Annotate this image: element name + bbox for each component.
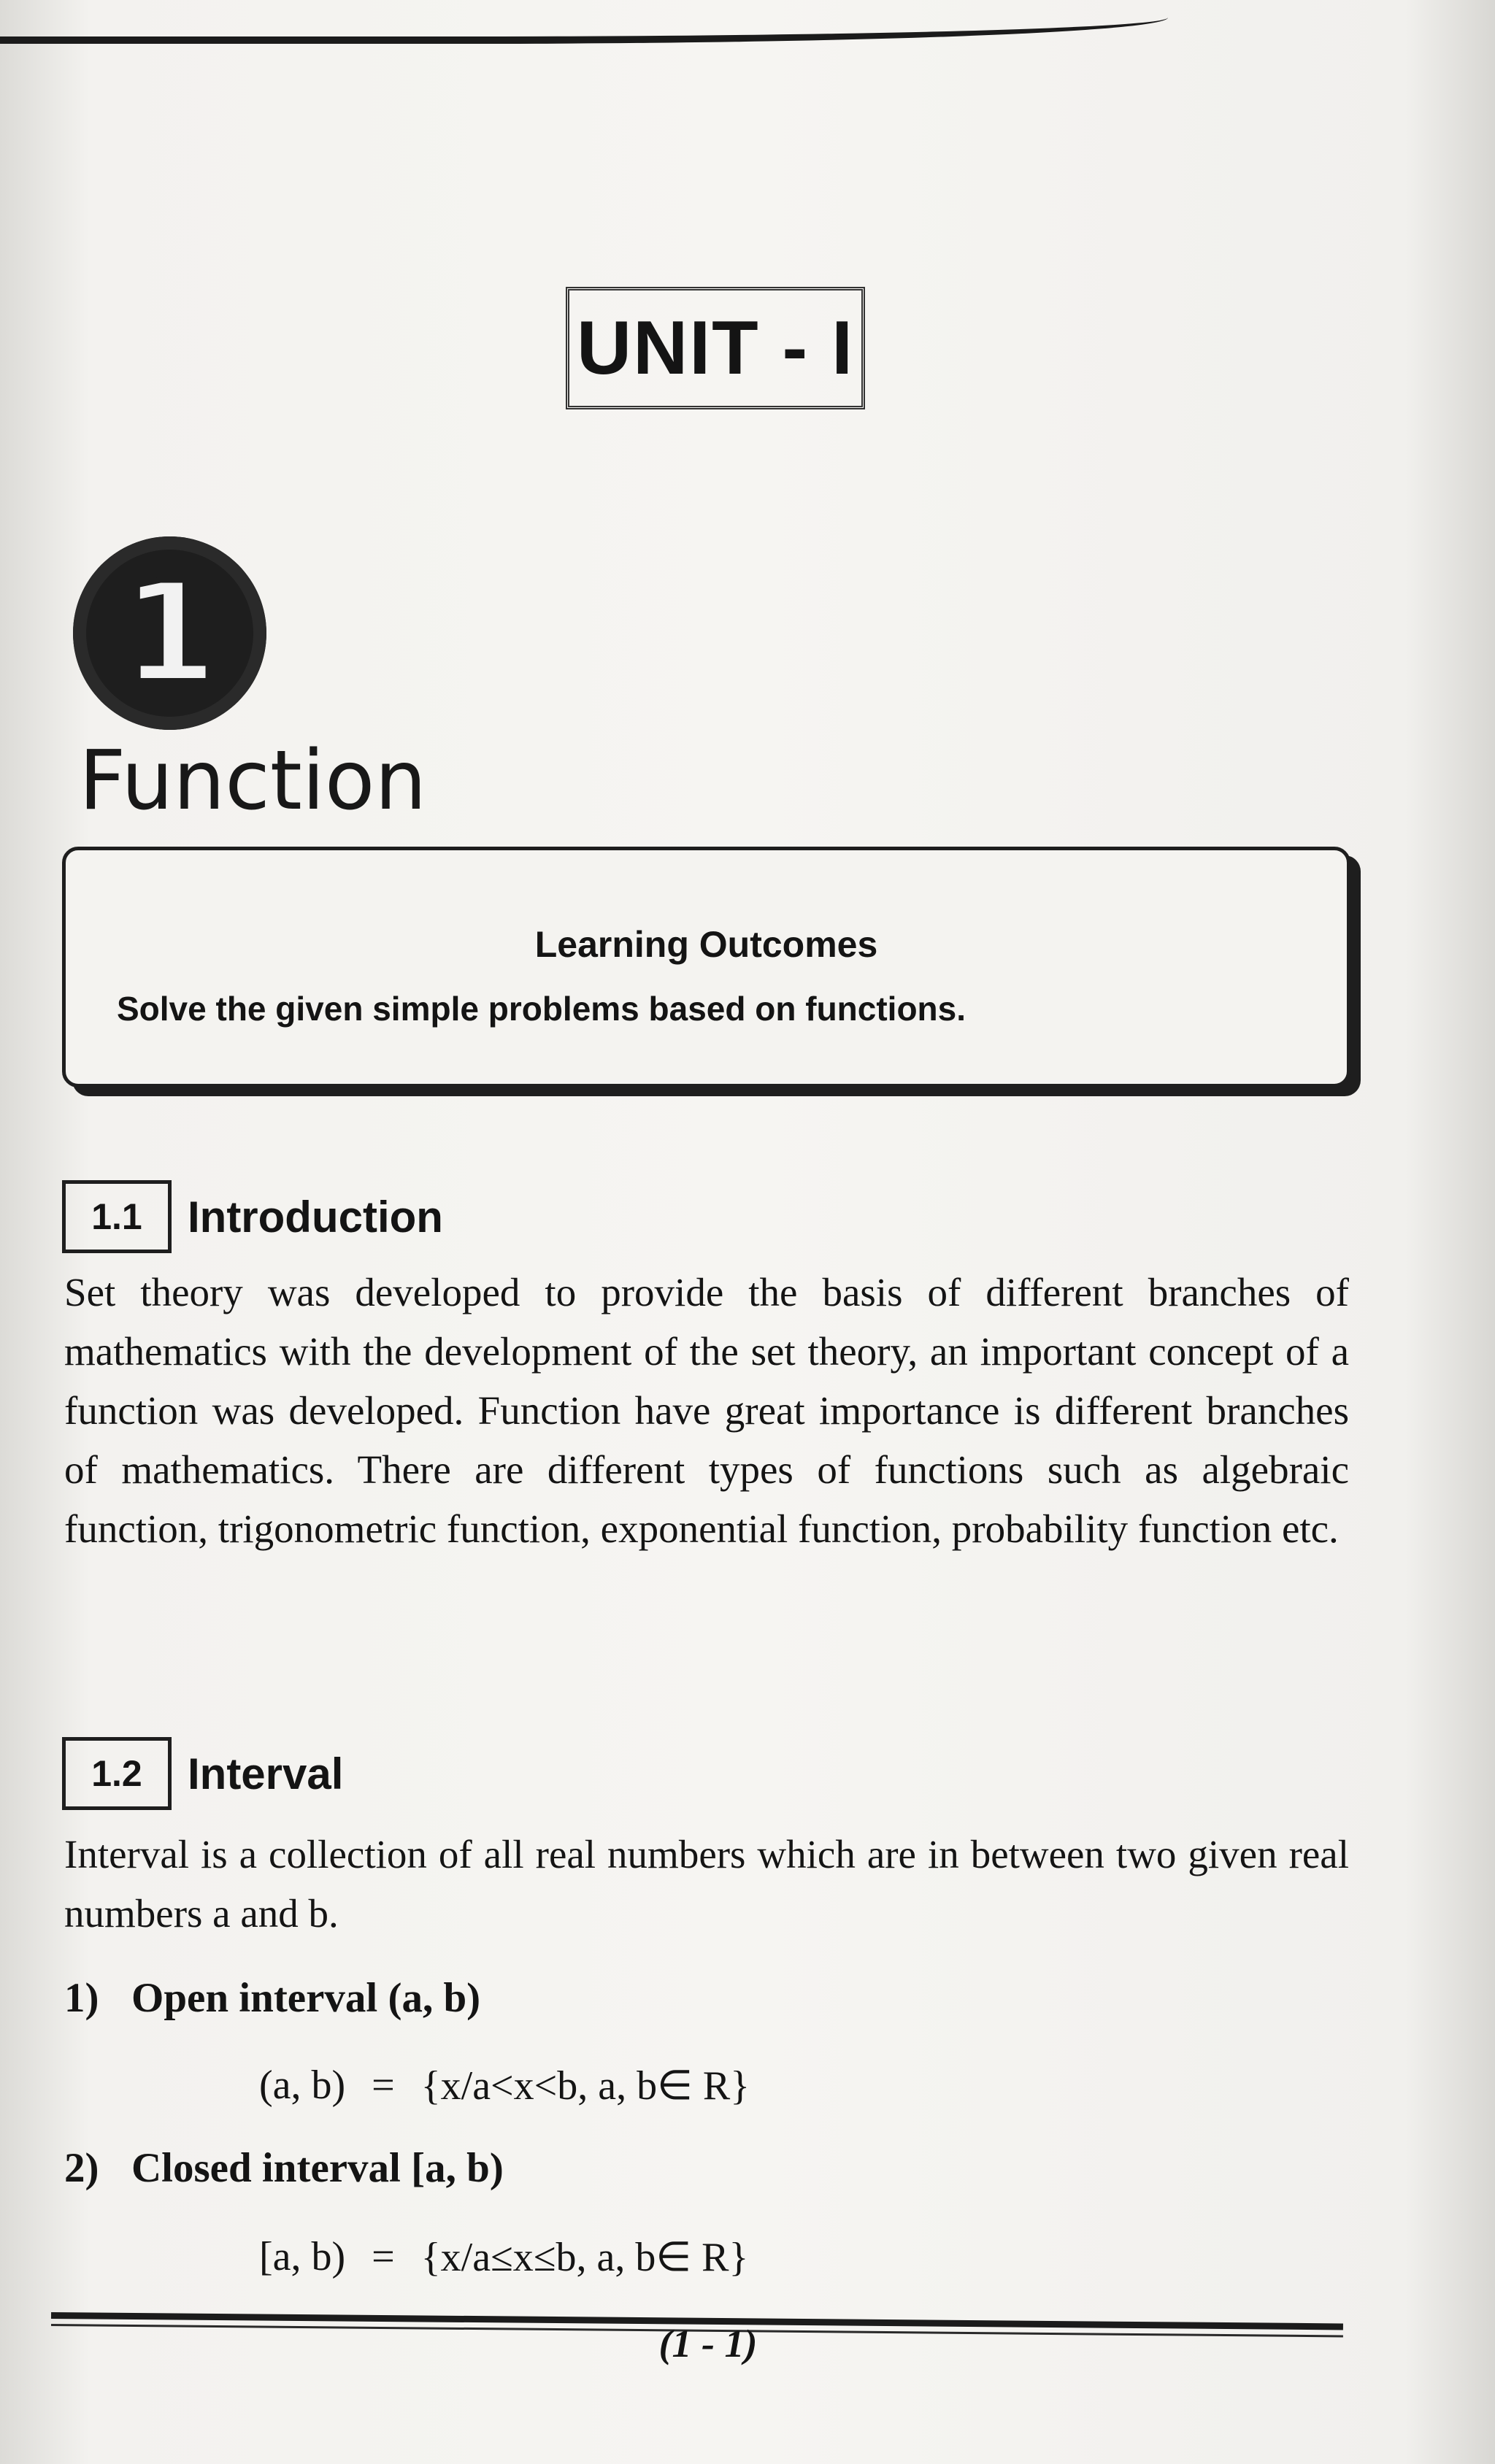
list-item-number: 2) <box>64 2145 99 2191</box>
section-number: 1.2 <box>62 1737 172 1810</box>
list-item-open-interval <box>64 1974 480 2022</box>
section-title: Interval <box>188 1749 344 1798</box>
formula-open-interval <box>259 2062 750 2109</box>
section-heading-interval <box>62 1737 343 1810</box>
section-heading-introduction <box>62 1180 443 1253</box>
unit-label-box <box>566 287 865 409</box>
formula-equals: = <box>372 2234 395 2279</box>
learning-outcomes-heading: Learning Outcomes <box>534 924 878 965</box>
list-item-closed-interval <box>64 2144 504 2192</box>
formula-lhs: [a, b) <box>259 2234 346 2279</box>
introduction-paragraph: Set theory was developed to provide the basis of different branches of mathematics with the development of the set theory, an important concept of a function was developed. Function have great importance is different branches of mathematics. There are different types of functions such as algebraic function, trigonometric function, exponential function, probability function etc. <box>64 1270 1349 1551</box>
interval-paragraph: Interval is a collection of all real numbers which are in between two given real numbers a and b. <box>64 1832 1349 1936</box>
list-item-title: Open interval (a, b) <box>131 1975 481 2021</box>
chapter-number-badge <box>73 536 266 730</box>
section-title: Introduction <box>188 1192 443 1241</box>
learning-outcomes-box <box>62 847 1350 1087</box>
unit-label: UNIT - I <box>577 305 854 390</box>
learning-outcomes-text: Solve the given simple problems based on functions. <box>117 990 966 1028</box>
section-number: 1.1 <box>62 1180 172 1253</box>
list-item-number: 1) <box>64 1975 99 2021</box>
formula-closed-interval <box>259 2233 748 2281</box>
formula-rhs: {x/a<x<b, a, b∈ R} <box>420 2063 750 2109</box>
chapter-number: 1 <box>121 552 218 714</box>
page-top-edge <box>0 0 1168 44</box>
list-item-title: Closed interval [a, b) <box>131 2145 504 2191</box>
chapter-title: Function <box>79 734 427 828</box>
formula-rhs: {x/a≤x≤b, a, b∈ R} <box>420 2235 749 2280</box>
formula-equals: = <box>372 2063 395 2108</box>
page-number: (1 - 1) <box>658 2322 758 2365</box>
formula-lhs: (a, b) <box>259 2063 346 2108</box>
